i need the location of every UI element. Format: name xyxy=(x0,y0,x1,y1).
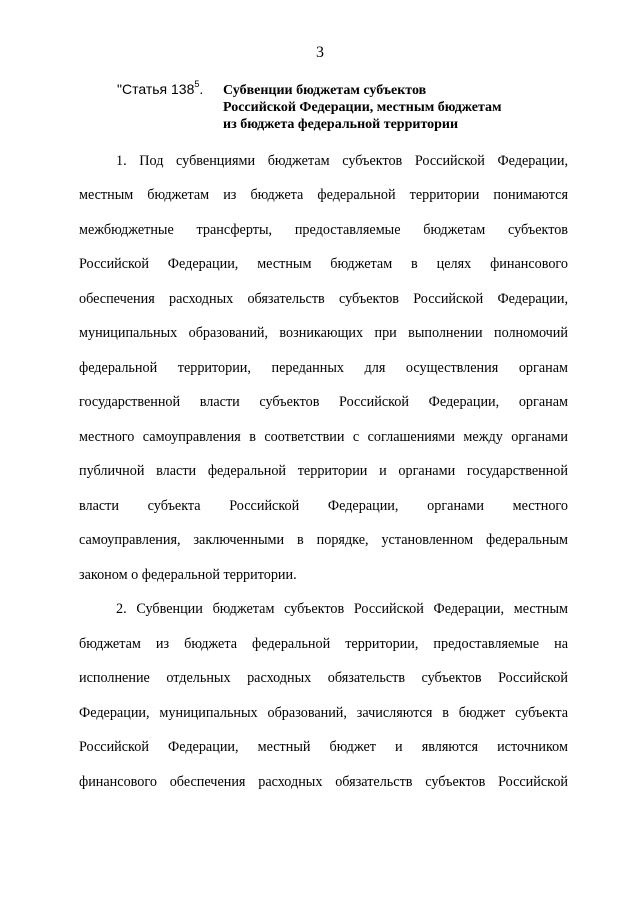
paragraph-1-line: местного самоуправления в соответствии с соглашениями между органами xyxy=(79,429,568,445)
article-label-prefix: "Статья 138 xyxy=(117,81,195,97)
paragraph-1-line: власти субъекта Российской Федерации, органами местного xyxy=(79,498,568,514)
article-title xyxy=(223,82,583,133)
paragraph-1-line: государственной власти субъектов Российской Федерации, органам xyxy=(79,394,568,410)
paragraph-2-line: Федерации, муниципальных образований, зачисляются в бюджет субъекта xyxy=(79,705,568,721)
article-heading xyxy=(117,81,587,141)
article-title-line: Российской Федерации, местным бюджетам xyxy=(223,100,502,115)
paragraph-2-line: исполнение отдельных расходных обязательств субъектов Российской xyxy=(79,670,568,686)
article-title-line: из бюджета федеральной территории xyxy=(223,117,459,132)
paragraph-2-line: 2. Субвенции бюджетам субъектов Российской Федерации, местным xyxy=(116,601,568,617)
paragraph-1-line: самоуправления, заключенными в порядке, установленном федеральным xyxy=(79,532,568,548)
page-number: 3 xyxy=(316,44,324,61)
paragraph-1-line: федеральной территории, переданных для осуществления органам xyxy=(79,360,568,376)
paragraph-1-line: публичной власти федеральной территории и органами государственной xyxy=(79,463,568,479)
paragraph-1-line: законом о федеральной территории. xyxy=(79,567,297,583)
paragraph-1-line: местным бюджетам из бюджета федеральной территории понимаются xyxy=(79,187,568,203)
paragraph-1-line: межбюджетные трансферты, предоставляемые бюджетам субъектов xyxy=(79,222,568,238)
paragraph-2-line: финансового обеспечения расходных обязательств субъектов Российской xyxy=(79,774,568,790)
article-title-line: Субвенции бюджетам субъектов xyxy=(223,83,427,98)
paragraph-2-line: бюджетам из бюджета федеральной территории, предоставляемые на xyxy=(79,636,568,652)
paragraph-1-line: 1. Под субвенциями бюджетам субъектов Российской Федерации, xyxy=(116,153,568,169)
paragraph-1-line: муниципальных образований, возникающих при выполнении полномочий xyxy=(79,325,568,341)
paragraph-1-line: обеспечения расходных обязательств субъектов Российской Федерации, xyxy=(79,291,568,307)
paragraph-2-line: Российской Федерации, местный бюджет и являются источником xyxy=(79,739,568,755)
article-label xyxy=(117,81,203,98)
article-number-superscript: 5 xyxy=(194,79,200,90)
paragraph-1-line: Российской Федерации, местным бюджетам в целях финансового xyxy=(79,256,568,272)
article-label-suffix: . xyxy=(199,81,204,97)
